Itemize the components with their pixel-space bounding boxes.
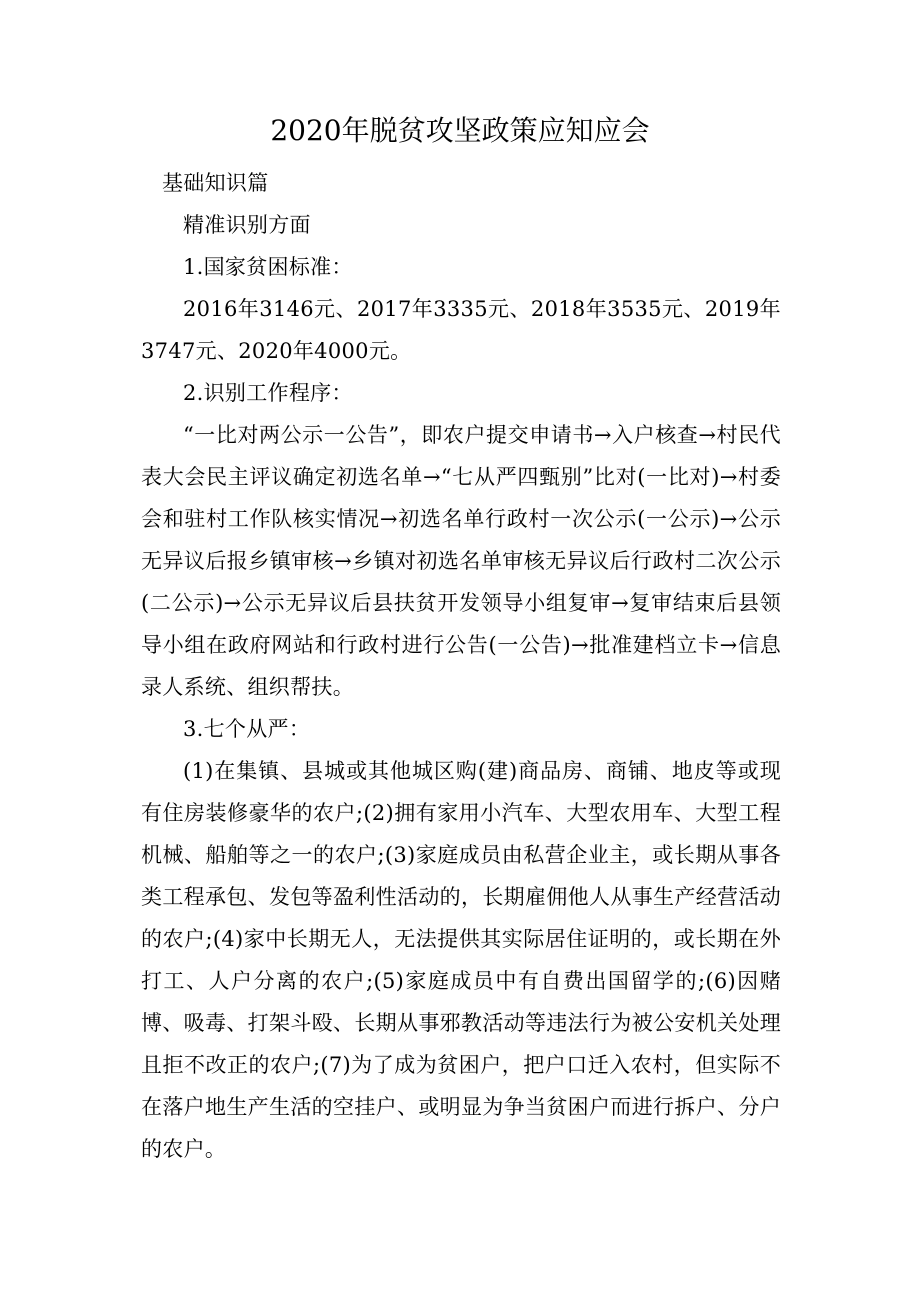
- item-text-2: “一比对两公示一公告”，即农户提交申请书→入户核查→村民代表大会民主评议确定初选名单→“七从严四甄别”比对(一比对)→村委会和驻村工作队核实情况→初选名单行政村一次公示(一公示)→公示无异议后报乡镇审核→乡镇对初选名单审核无异议后行政村二次公示(二公示)→公示无异议后县扶贫开发领导小组复审→复审结束后县领导小组在政府网站和行政村进行公告(一公告)→批准建档立卡→信息录人系统、组织帮扶。: [141, 423, 781, 699]
- item-heading-1: 1.国家贫困标准：: [183, 255, 353, 279]
- document-body: [141, 162, 781, 1170]
- section-heading: 基础知识篇: [162, 171, 269, 195]
- item-text-1: 2016年3146元、2017年3335元、2018年3535元、2019年3747元、2020年4000元。: [141, 297, 781, 363]
- document-title: 2020年脱贫攻坚政策应知应会: [270, 114, 650, 147]
- item-heading-3: 3.七个从严：: [183, 717, 311, 741]
- item-text-3: (1)在集镇、县城或其他城区购(建)商品房、商铺、地皮等或现有住房装修豪华的农户;(2)拥有家用小汽车、大型农用车、大型工程机械、船舶等之一的农户;(3)家庭成员由私营企业主，或长期从事各类工程承包、发包等盈利性活动的，长期雇佣他人从事生产经营活动的农户;(4)家中长期无人，无法提供其实际居住证明的，或长期在外打工、人户分离的农户;(5)家庭成员中有自费出国留学的;(6)因赌博、吸毒、打架斗殴、长期从事邪教活动等违法行为被公安机关处理且拒不改正的农户;(7)为了成为贫困户，把户口迁入农村，但实际不在落户地生产生活的空挂户、或明显为争当贫困户而进行拆户、分户的农户。: [141, 759, 781, 1161]
- subsection-heading: 精准识别方面: [183, 213, 311, 237]
- item-heading-2: 2.识别工作程序：: [183, 381, 353, 405]
